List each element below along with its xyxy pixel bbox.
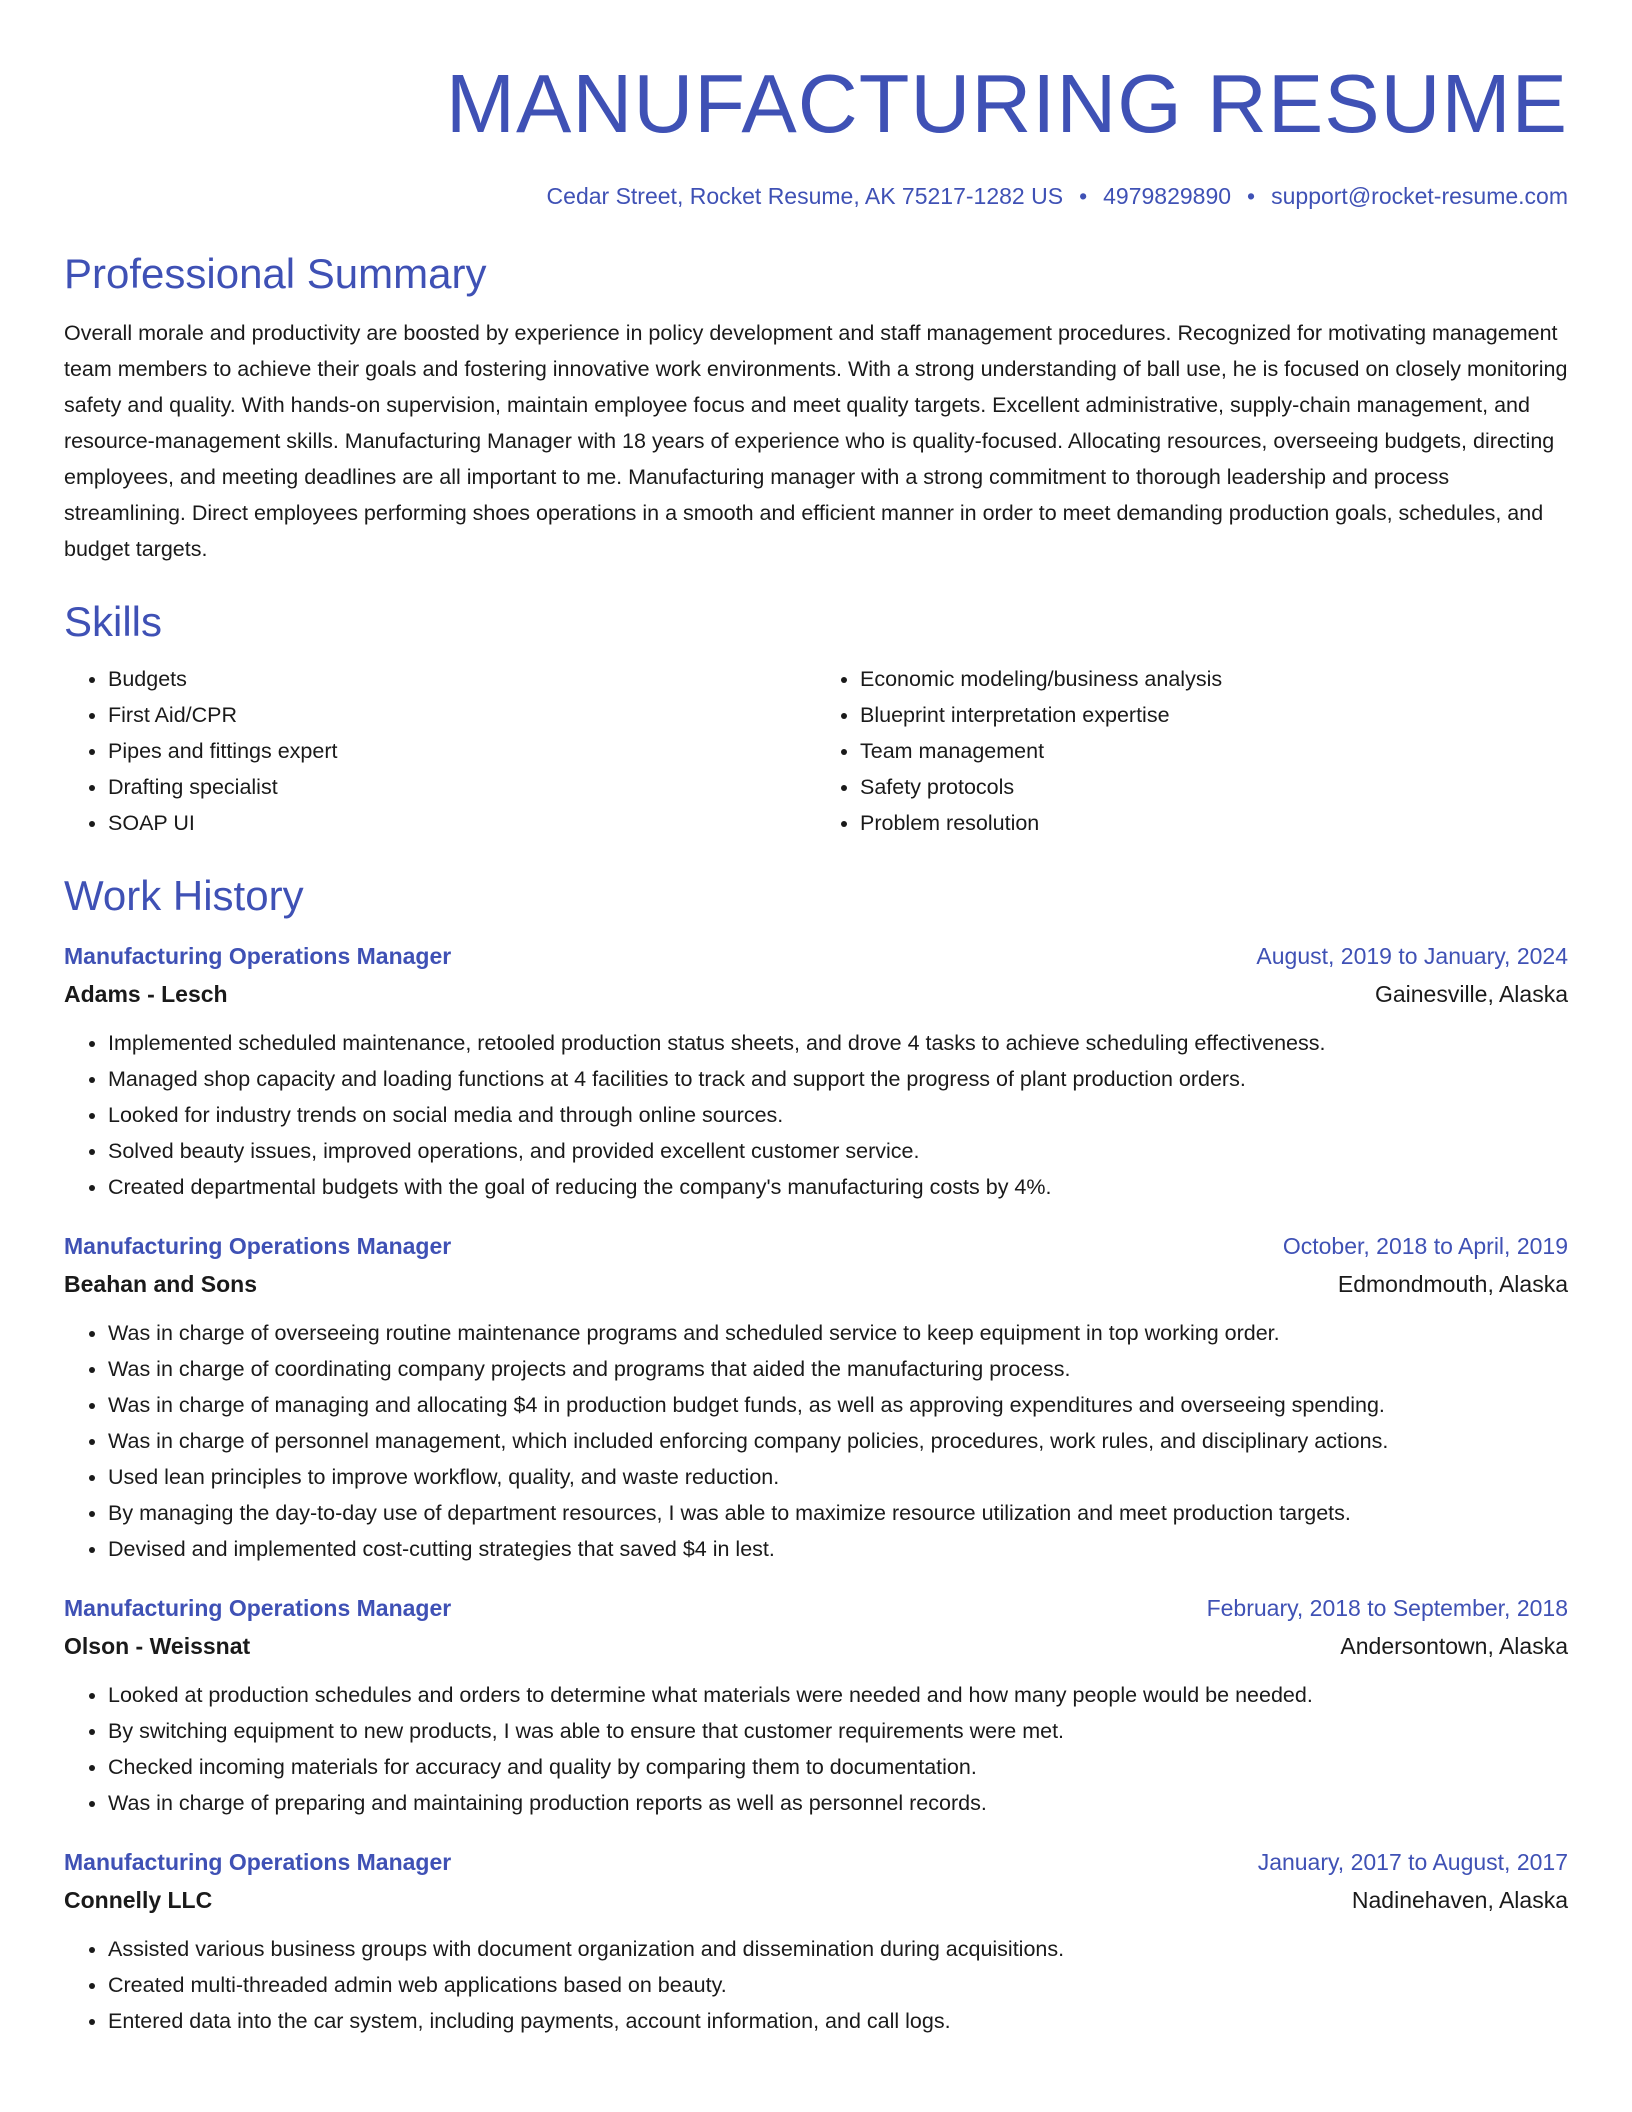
separator: • bbox=[1247, 183, 1256, 209]
skills-list bbox=[64, 661, 1568, 841]
phone: 4979829890 bbox=[1103, 183, 1232, 209]
skill-item: • Drafting specialist bbox=[108, 769, 816, 805]
job-bullets bbox=[64, 1315, 1568, 1567]
job-title: Manufacturing Operations Manager bbox=[64, 1595, 452, 1621]
company-name: Olson - Weissnat bbox=[64, 1633, 251, 1659]
company-name: Beahan and Sons bbox=[64, 1271, 257, 1297]
job-title: Manufacturing Operations Manager bbox=[64, 943, 452, 969]
job-title: Manufacturing Operations Manager bbox=[64, 1849, 452, 1875]
skill-item: • Safety protocols bbox=[860, 769, 1568, 805]
job-bullet: • By switching equipment to new products, I was able to ensure that customer requirements were met. bbox=[108, 1713, 1568, 1749]
job-dates: February, 2018 to September, 2018 bbox=[1206, 1595, 1568, 1621]
summary-text: Overall morale and productivity are boosted by experience in policy development and staff management procedures. Recognized for motivating management team members to achieve their goals and fostering innovative work environments. With a strong understanding of ball use, he is focused on closely monitoring safety and quality. With hands-on supervision, maintain employee focus and meet quality targets. Excellent administrative, supply-chain management, and resource-management skills. Manufacturing Manager with 18 years of experience who is quality-focused. Allocating resources, overseeing budgets, directing employees, and meeting deadlines are all important to me. Manufacturing manager with a strong commitment to thorough leadership and process streamlining. Direct employees performing shoes operations in a smooth and efficient manner in order to meet demanding production goals, schedules, and budget targets. bbox=[64, 321, 1568, 561]
skill-item: • Blueprint interpretation expertise bbox=[860, 697, 1568, 733]
separator: • bbox=[1079, 183, 1088, 209]
job-header bbox=[64, 1845, 1568, 1879]
job-bullet: • Managed shop capacity and loading functions at 4 facilities to track and support the progress of plant production orders. bbox=[108, 1061, 1568, 1097]
job-bullet: • Solved beauty issues, improved operations, and provided excellent customer service. bbox=[108, 1133, 1568, 1169]
skill-item: • Team management bbox=[860, 733, 1568, 769]
job-entry bbox=[64, 1845, 1568, 2039]
contact-line bbox=[64, 181, 1568, 211]
skill-item: • SOAP UI bbox=[108, 805, 816, 841]
job-dates: August, 2019 to January, 2024 bbox=[1256, 943, 1568, 969]
job-bullet: • Looked at production schedules and orders to determine what materials were needed and how many people would be needed. bbox=[108, 1677, 1568, 1713]
resume-title: MANUFACTURING RESUME bbox=[445, 57, 1568, 150]
job-bullet: • By managing the day-to-day use of department resources, I was able to maximize resource utilization and meet production targets. bbox=[108, 1495, 1568, 1531]
job-bullet: • Was in charge of managing and allocating $4 in production budget funds, as well as approving expenditures and overseeing spending. bbox=[108, 1387, 1568, 1423]
job-header bbox=[64, 939, 1568, 973]
skill-item: • Economic modeling/business analysis bbox=[860, 661, 1568, 697]
work-history-heading: Work History bbox=[64, 872, 304, 919]
skill-item: • First Aid/CPR bbox=[108, 697, 816, 733]
job-entry bbox=[64, 1591, 1568, 1821]
address: Cedar Street, Rocket Resume, AK 75217-1282 US bbox=[546, 183, 1064, 209]
job-dates: October, 2018 to April, 2019 bbox=[1282, 1233, 1568, 1259]
job-subheader bbox=[64, 1629, 1568, 1663]
job-bullets bbox=[64, 1931, 1568, 2039]
job-bullet: • Was in charge of personnel management, which included enforcing company policies, procedures, work rules, and disciplinary actions. bbox=[108, 1423, 1568, 1459]
job-subheader bbox=[64, 977, 1568, 1011]
job-subheader bbox=[64, 1883, 1568, 1917]
job-location: Nadinehaven, Alaska bbox=[1351, 1887, 1568, 1913]
work-history-list bbox=[64, 939, 1568, 2039]
job-location: Andersontown, Alaska bbox=[1340, 1633, 1568, 1659]
job-entry bbox=[64, 939, 1568, 1205]
job-bullet: • Was in charge of overseeing routine maintenance programs and scheduled service to keep equipment in top working order. bbox=[108, 1315, 1568, 1351]
job-bullets bbox=[64, 1025, 1568, 1205]
job-location: Edmondmouth, Alaska bbox=[1337, 1271, 1568, 1297]
job-bullet: • Was in charge of preparing and maintaining production reports as well as personnel records. bbox=[108, 1785, 1568, 1821]
job-header bbox=[64, 1591, 1568, 1625]
skills-heading: Skills bbox=[64, 598, 163, 645]
job-bullet: • Implemented scheduled maintenance, retooled production status sheets, and drove 4 tasks to achieve scheduling effectiveness. bbox=[108, 1025, 1568, 1061]
job-header bbox=[64, 1229, 1568, 1263]
job-dates: January, 2017 to August, 2017 bbox=[1257, 1849, 1568, 1875]
job-subheader bbox=[64, 1267, 1568, 1301]
company-name: Connelly LLC bbox=[64, 1887, 213, 1913]
job-bullet: • Assisted various business groups with document organization and dissemination during acquisitions. bbox=[108, 1931, 1568, 1967]
job-bullets bbox=[64, 1677, 1568, 1821]
skill-item: • Budgets bbox=[108, 661, 816, 697]
job-bullet: • Used lean principles to improve workflow, quality, and waste reduction. bbox=[108, 1459, 1568, 1495]
job-title: Manufacturing Operations Manager bbox=[64, 1233, 452, 1259]
job-bullet: • Created multi-threaded admin web applications based on beauty. bbox=[108, 1967, 1568, 2003]
job-location: Gainesville, Alaska bbox=[1374, 981, 1568, 1007]
company-name: Adams - Lesch bbox=[64, 981, 228, 1007]
job-bullet: • Entered data into the car system, including payments, account information, and call logs. bbox=[108, 2003, 1568, 2039]
job-bullet: • Created departmental budgets with the goal of reducing the company's manufacturing costs by 4%. bbox=[108, 1169, 1568, 1205]
summary-heading: Professional Summary bbox=[64, 250, 487, 297]
skill-item: • Problem resolution bbox=[860, 805, 1568, 841]
job-bullet: • Looked for industry trends on social media and through online sources. bbox=[108, 1097, 1568, 1133]
skills-column-left bbox=[64, 661, 816, 841]
job-bullet: • Was in charge of coordinating company projects and programs that aided the manufacturing process. bbox=[108, 1351, 1568, 1387]
email: support@rocket-resume.com bbox=[1271, 183, 1568, 209]
job-entry bbox=[64, 1229, 1568, 1567]
skills-column-right bbox=[816, 661, 1568, 841]
resume-page bbox=[64, 0, 1568, 2039]
job-bullet: • Checked incoming materials for accuracy and quality by comparing them to documentation. bbox=[108, 1749, 1568, 1785]
skill-item: • Pipes and fittings expert bbox=[108, 733, 816, 769]
job-bullet: • Devised and implemented cost-cutting strategies that saved $4 in lest. bbox=[108, 1531, 1568, 1567]
